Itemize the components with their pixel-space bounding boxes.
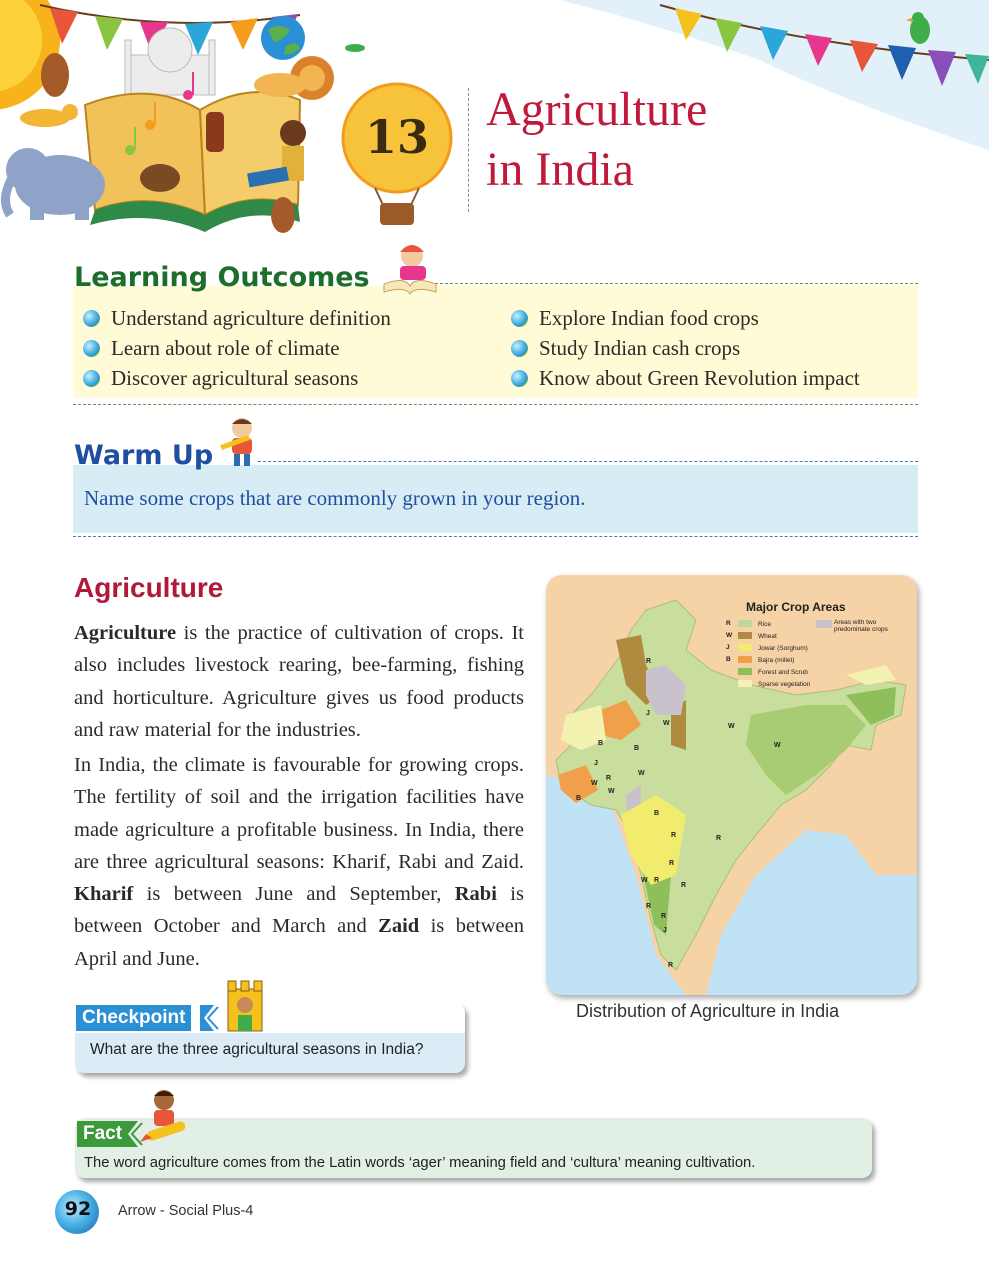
india-crop-map (546, 575, 917, 995)
svg-text:W: W (774, 742, 781, 749)
svg-text:R: R (606, 775, 612, 782)
svg-text:B: B (634, 745, 640, 752)
svg-text:R: R (726, 620, 731, 627)
learning-outcome-item: Explore Indian food crops (511, 306, 759, 331)
chapter-title (486, 80, 707, 200)
boy-with-pencil-icon (218, 416, 262, 468)
svg-text:R: R (646, 903, 652, 910)
dashed-divider (258, 461, 918, 462)
svg-text:J: J (594, 760, 598, 767)
open-book-icon (85, 92, 300, 232)
checkpoint-tag: Checkpoint (76, 1005, 191, 1031)
chapter-number: 13 (364, 110, 429, 164)
svg-text:R: R (646, 658, 652, 665)
globe-bullet-icon (511, 370, 528, 387)
svg-text:Sparse vegetation: Sparse vegetation (758, 681, 811, 688)
globe-bullet-icon (511, 340, 528, 357)
zaid-term: Zaid (378, 915, 420, 938)
agriculture-paragraph-2: In India, the climate is favourable for growing crops. The fertility of soil and the irrigation facilities have made agriculture a profitable business. In India, there are three agricultural seasons: Kharif, Rabi and Zaid. Kharif is between June and September, Rabi is between October and March and Zaid is between April and June. (74, 754, 524, 970)
svg-text:W: W (591, 780, 598, 787)
svg-text:W: W (638, 770, 645, 777)
svg-text:B: B (654, 810, 660, 817)
agriculture-term: Agriculture (74, 622, 177, 644)
rabi-term: Rabi (454, 883, 497, 906)
globe-bullet-icon (83, 310, 100, 327)
svg-text:J: J (663, 927, 667, 934)
svg-text:Wheat: Wheat (758, 633, 777, 640)
boy-on-rocket-icon (140, 1088, 190, 1146)
svg-text:R: R (668, 962, 674, 969)
svg-text:R: R (669, 860, 675, 867)
svg-text:R: R (681, 882, 687, 889)
warm-up-text: Name some crops that are commonly grown in your region. (84, 486, 586, 510)
dashed-divider (73, 536, 918, 537)
svg-text:Forest and Scrub: Forest and Scrub (758, 669, 808, 676)
crop-map (546, 575, 917, 995)
dashed-divider (73, 404, 918, 405)
svg-text:B: B (726, 656, 731, 663)
learning-outcome-item: Study Indian cash crops (511, 336, 740, 361)
globe-bullet-icon (83, 370, 100, 387)
learning-outcome-item: Discover agricultural seasons (83, 366, 358, 391)
book-name: Arrow - Social Plus-4 (118, 1203, 254, 1219)
fact-text: The word agriculture comes from the Latin words ‘ager’ meaning field and ‘cultura’ meaning cultivation. (84, 1155, 756, 1171)
girl-reading-icon (380, 240, 440, 298)
castle-girl-icon (224, 975, 266, 1033)
globe-icon (261, 16, 305, 60)
svg-text:Jowar (Sorghum): Jowar (Sorghum) (758, 645, 808, 652)
svg-text:Bajra (millet): Bajra (millet) (758, 657, 795, 664)
page-number: 92 (64, 1198, 92, 1220)
chapter-title-line1: Agriculture (486, 83, 708, 136)
chapter-title-divider (468, 88, 469, 212)
svg-text:R: R (716, 835, 722, 842)
learning-outcome-item: Know about Green Revolution impact (511, 366, 860, 391)
fact-tag: Fact (77, 1121, 128, 1147)
agriculture-heading: Agriculture (74, 572, 224, 603)
checkpoint-question: What are the three agricultural seasons in India? (90, 1041, 424, 1058)
chevron-tag-icon (200, 1005, 222, 1031)
cheetah-icon (20, 104, 78, 127)
lion-icon (254, 56, 334, 100)
dashed-divider (430, 283, 918, 284)
globe-bullet-icon (83, 340, 100, 357)
svg-text:J: J (726, 644, 730, 651)
svg-text:W: W (641, 877, 648, 884)
learning-outcomes-heading: Learning Outcomes (74, 262, 370, 293)
svg-text:W: W (726, 632, 733, 639)
svg-text:R: R (661, 913, 667, 920)
svg-text:R: R (671, 832, 677, 839)
svg-text:R: R (654, 877, 660, 884)
legend-two-crops-label: Areas with two predominate crops (834, 619, 888, 633)
chapter-title-line2: in India (486, 143, 634, 196)
warm-up-heading: Warm Up (74, 440, 214, 471)
learning-outcome-item: Understand agriculture definition (83, 306, 391, 331)
svg-text:J: J (646, 710, 650, 717)
dragonfly-icon (345, 44, 365, 52)
svg-text:W: W (663, 720, 670, 727)
globe-bullet-icon (511, 310, 528, 327)
svg-text:B: B (576, 795, 582, 802)
svg-text:W: W (728, 723, 735, 730)
agriculture-paragraph-1: Agriculture is the practice of cultivation of crops. It also includes livestock rearing, bee-farming, fishing and horticulture. Agriculture gives us food products and raw material for the industries. (74, 622, 524, 741)
learning-outcome-item: Learn about role of climate (83, 336, 340, 361)
map-caption: Distribution of Agriculture in India (576, 1001, 840, 1021)
kharif-term: Kharif (74, 883, 134, 906)
svg-text:B: B (598, 740, 604, 747)
learning-outcomes-box (73, 286, 918, 398)
map-title: Major Crop Areas (746, 600, 846, 614)
svg-text:Rice: Rice (758, 621, 772, 628)
svg-text:W: W (608, 788, 615, 795)
